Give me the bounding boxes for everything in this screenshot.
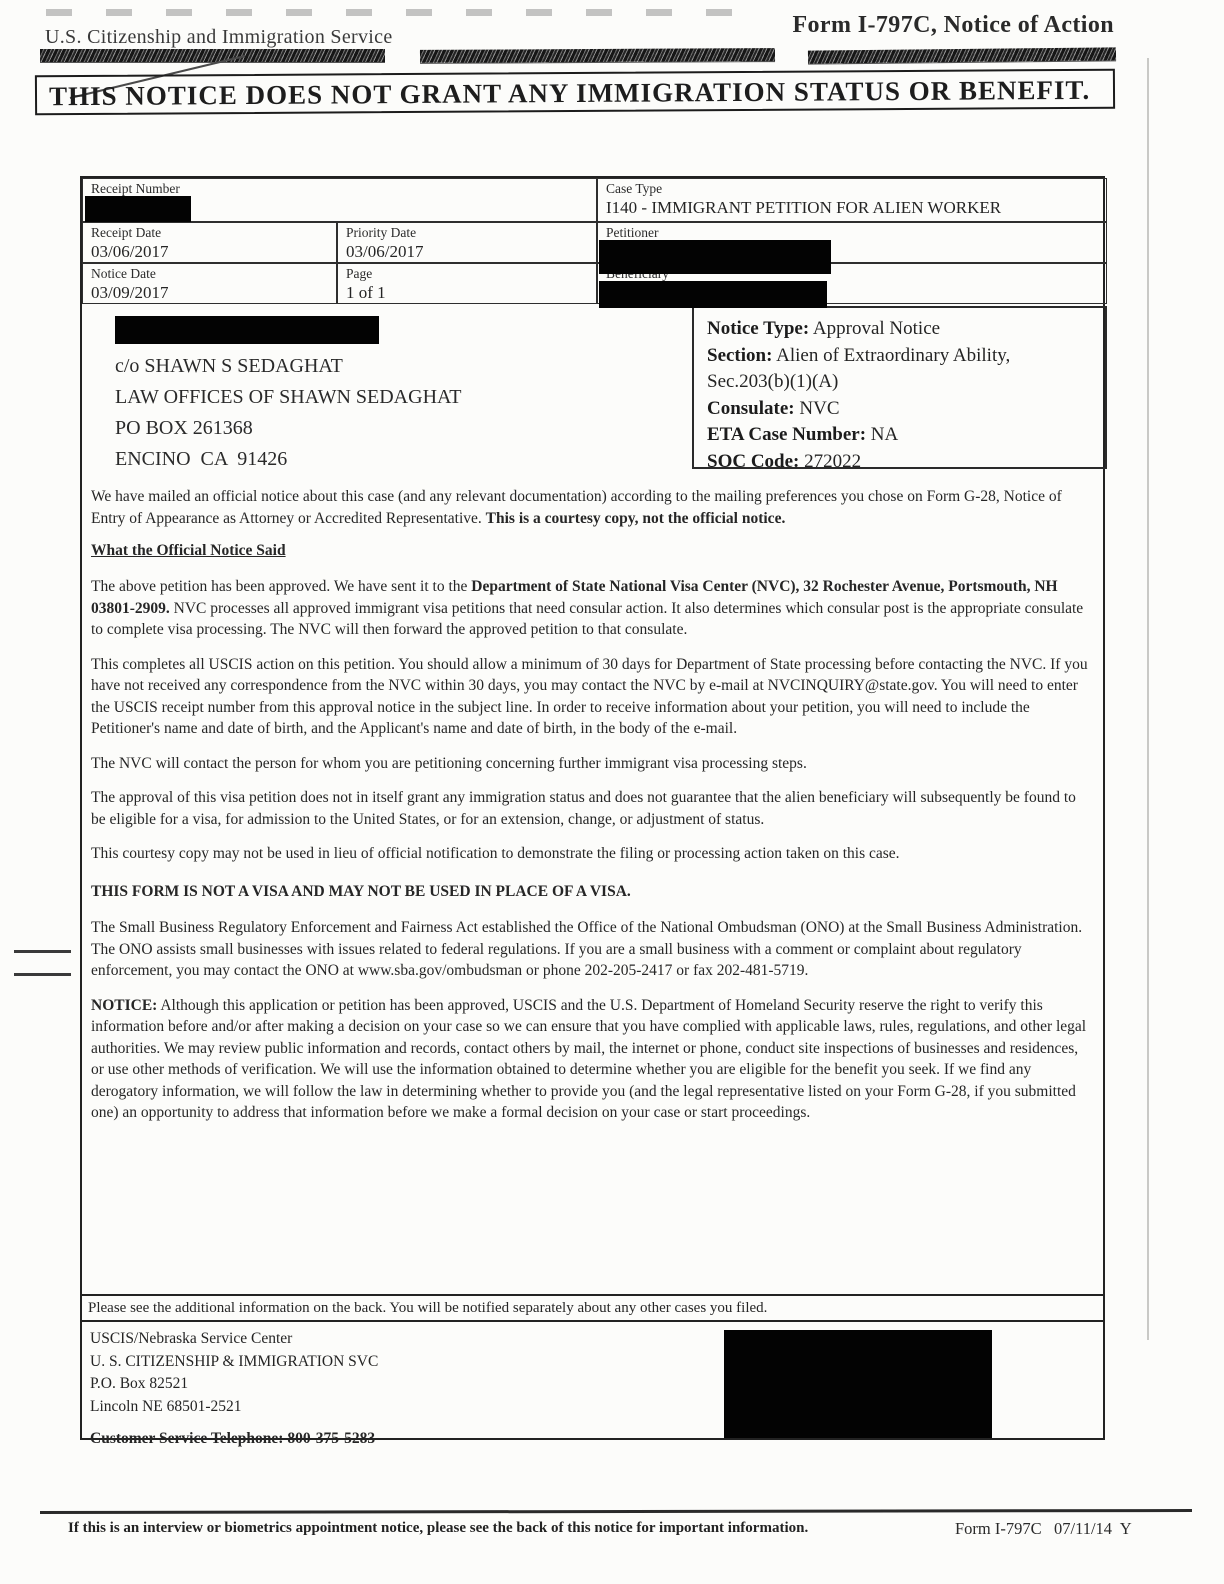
notice-prefix-bold: NOTICE: <box>91 996 158 1014</box>
priority-date-label: Priority Date <box>346 225 417 240</box>
paragraph-courtesy-text: We have mailed an official notice about this case (and any relevant documentation) according to the mailing preferences you chose on Form G-28, Notice of Entry of Appearance as Attorney or Accredited Representative. <box>91 488 1062 527</box>
section-line-2: Sec.203(b)(1)(A) <box>707 371 839 392</box>
notice-type-line <box>707 316 1092 343</box>
footer-note: If this is an interview or biometrics appointment notice, please see the back of this notice for important information. <box>68 1520 809 1536</box>
soc-code-value: 272022 <box>799 450 862 472</box>
section-label: Section: <box>707 344 773 366</box>
page-cell <box>337 263 597 304</box>
nvc-address-bold: Department of State National Visa Center (NVC), 32 Rochester Avenue, Portsmouth, NH 03801-2909. <box>91 578 1058 617</box>
eta-case-line <box>707 422 1092 449</box>
eta-case-value: NA <box>866 424 899 445</box>
consulate-value: NVC <box>794 397 840 419</box>
priority-date-value: 03/06/2017 <box>346 242 424 261</box>
hatch-bar-left <box>40 49 385 62</box>
paragraph-courtesy-disclaimer: This courtesy copy may not be used in lieu of official notification to demonstrate the filing or processing action taken on this case. <box>91 845 900 862</box>
section-line <box>707 343 1092 370</box>
margin-mark <box>14 973 71 976</box>
paragraph-notice-verification <box>91 995 1091 1124</box>
barcode-redaction <box>724 1330 992 1438</box>
recipient-line: c/o SHAWN S SEDAGHAT <box>115 355 343 377</box>
hatch-bar-right <box>808 47 1116 63</box>
notice-body-box <box>80 176 1105 1447</box>
form-title: Form I-797C, Notice of Action <box>792 12 1114 38</box>
soc-code-line <box>707 449 1092 476</box>
notice-date-label: Notice Date <box>91 266 156 281</box>
paragraph-approved-text: The above petition has been approved. We have sent it to the <box>91 578 472 595</box>
case-type-value: I140 - IMMIGRANT PETITION FOR ALIEN WORKER <box>606 198 1002 217</box>
recipient-line: ENCINO CA 91426 <box>115 448 288 470</box>
notice-type-label: Notice Type: <box>707 318 810 339</box>
paragraph-uscis-action: This completes all USCIS action on this petition. You should allow a minimum of 30 days for Department of State processing before contacting the NVC. If you have not received any correspondence from the NVC within 30 days, you may contact the NVC by e-mail at NVCINQUIRY@state.gov. You will need to enter the USCIS receipt number from this approval notice in the subject line. In order to receive information about your petition, you will need to include the Petitioner's name and date of birth, and the Applicant's name and date of birth, in the body of the e-mail. <box>91 655 1088 737</box>
receipt-number-label: Receipt Number <box>91 181 180 196</box>
footer-rule <box>40 1509 1192 1514</box>
petitioner-redaction <box>599 240 831 274</box>
consulate-label: Consulate: <box>707 397 795 419</box>
case-type-cell <box>597 178 1107 222</box>
margin-mark <box>14 950 71 953</box>
section-value: Alien of Extraordinary Ability, <box>772 344 1011 366</box>
receipt-date-value: 03/06/2017 <box>91 242 169 261</box>
service-center-line: USCIS/Nebraska Service Center <box>90 1330 293 1347</box>
notice-text <box>91 486 1091 1137</box>
agency-name: U.S. Citizenship and Immigration Service <box>45 26 393 48</box>
customer-service-phone: Customer Service Telephone: 800-375-5283 <box>90 1430 376 1447</box>
priority-date-cell <box>337 222 597 263</box>
page-value: 1 of 1 <box>346 283 386 302</box>
soc-code-label: SOC Code: <box>707 450 800 472</box>
notice-type-value: Approval Notice <box>809 318 941 339</box>
not-a-visa-statement: THIS FORM IS NOT A VISA AND MAY NOT BE USED IN PLACE OF A VISA. <box>91 882 631 900</box>
recipient-line: PO BOX 261368 <box>115 417 253 439</box>
paragraph-ombudsman: The Small Business Regulatory Enforcement and Fairness Act established the Office of the National Ombudsman (ONO) at the Small Business Administration. The ONO assists small businesses with issues related to federal regulations. If you are a small business with a comment or complaint about regulatory enforcement, you may contact the ONO at www.sba.gov/ombudsman or phone 202-205-2417 or fax 202-481-5719. <box>91 919 1083 979</box>
notice-date-value: 03/09/2017 <box>91 283 169 302</box>
recipient-address <box>115 316 461 475</box>
recipient-line: LAW OFFICES OF SHAWN SEDAGHAT <box>115 386 462 408</box>
page-label: Page <box>346 266 373 281</box>
service-center-block <box>90 1328 710 1448</box>
notice-details-box <box>692 306 1107 472</box>
back-note-row: Please see the additional information on the back. You will be notified separately about any other cases you filed. <box>80 1294 1105 1322</box>
hatch-bar-middle <box>420 48 775 63</box>
beneficiary-redaction <box>599 281 827 308</box>
consulate-line <box>707 396 1092 423</box>
paragraph-approved-text-2: NVC processes all approved immigrant visa petitions that need consular action. It also determines which consular post is the appropriate consulate to complete visa processing. The NVC will then forward the approved petition to that consulate. <box>91 599 1084 638</box>
paragraph-courtesy-bold: This is a courtesy copy, not the official notice. <box>485 509 786 527</box>
service-center-line: U. S. CITIZENSHIP & IMMIGRATION SVC <box>90 1352 379 1370</box>
receipt-number-redaction <box>85 196 191 222</box>
receipt-date-label: Receipt Date <box>91 225 162 240</box>
petitioner-label: Petitioner <box>606 225 659 240</box>
recipient-name-redaction <box>115 316 379 344</box>
notice-date-cell <box>82 263 337 304</box>
receipt-date-cell <box>82 222 337 263</box>
paragraph-courtesy <box>91 486 1091 529</box>
status-banner: THIS NOTICE DOES NOT GRANT ANY IMMIGRATION STATUS OR BENEFIT. <box>35 69 1115 116</box>
service-center-line: P.O. Box 82521 <box>90 1375 189 1392</box>
faded-header-artifact <box>46 9 736 16</box>
official-notice-heading: What the Official Notice Said <box>91 542 286 559</box>
notice-verification-text: Although this application or petition has been approved, USCIS and the U.S. Department of Homeland Security reserve the right to verify this information before and/or after making a decision on your case so we can ensure that you have complied with applicable laws, rules, regulations, and other legal authorities. We may review public information and records, contact others by mail, the internet or phone, conduct site inspections of businesses and residences, or use other methods of verification. We will use the information obtained to determine whether you are eligible for the benefit you seek. If we find any derogatory information, we will follow the law in determining whether to provide you (and the legal representative listed on your Form G-28, if you submitted one) an opportunity to address that information before we make a formal decision on your case or start proceedings. <box>91 996 1087 1121</box>
form-reference: Form I-797C 07/11/14 Y <box>955 1519 1132 1538</box>
scan-edge-shadow <box>1147 58 1149 1340</box>
case-type-label: Case Type <box>606 181 663 196</box>
service-center-line: Lincoln NE 68501-2521 <box>90 1397 242 1415</box>
eta-case-label: ETA Case Number: <box>707 424 867 445</box>
paragraph-approval-disclaimer: The approval of this visa petition does not in itself grant any immigration status and does not guarantee that the alien beneficiary will subsequently be found to be eligible for a visa, for admission to the United States, or for an extension, change, or adjustment of status. <box>91 789 1076 828</box>
paragraph-approved <box>91 576 1091 641</box>
paragraph-nvc-contact: The NVC will contact the person for whom you are petitioning concerning further immigrant visa processing steps. <box>91 754 807 772</box>
